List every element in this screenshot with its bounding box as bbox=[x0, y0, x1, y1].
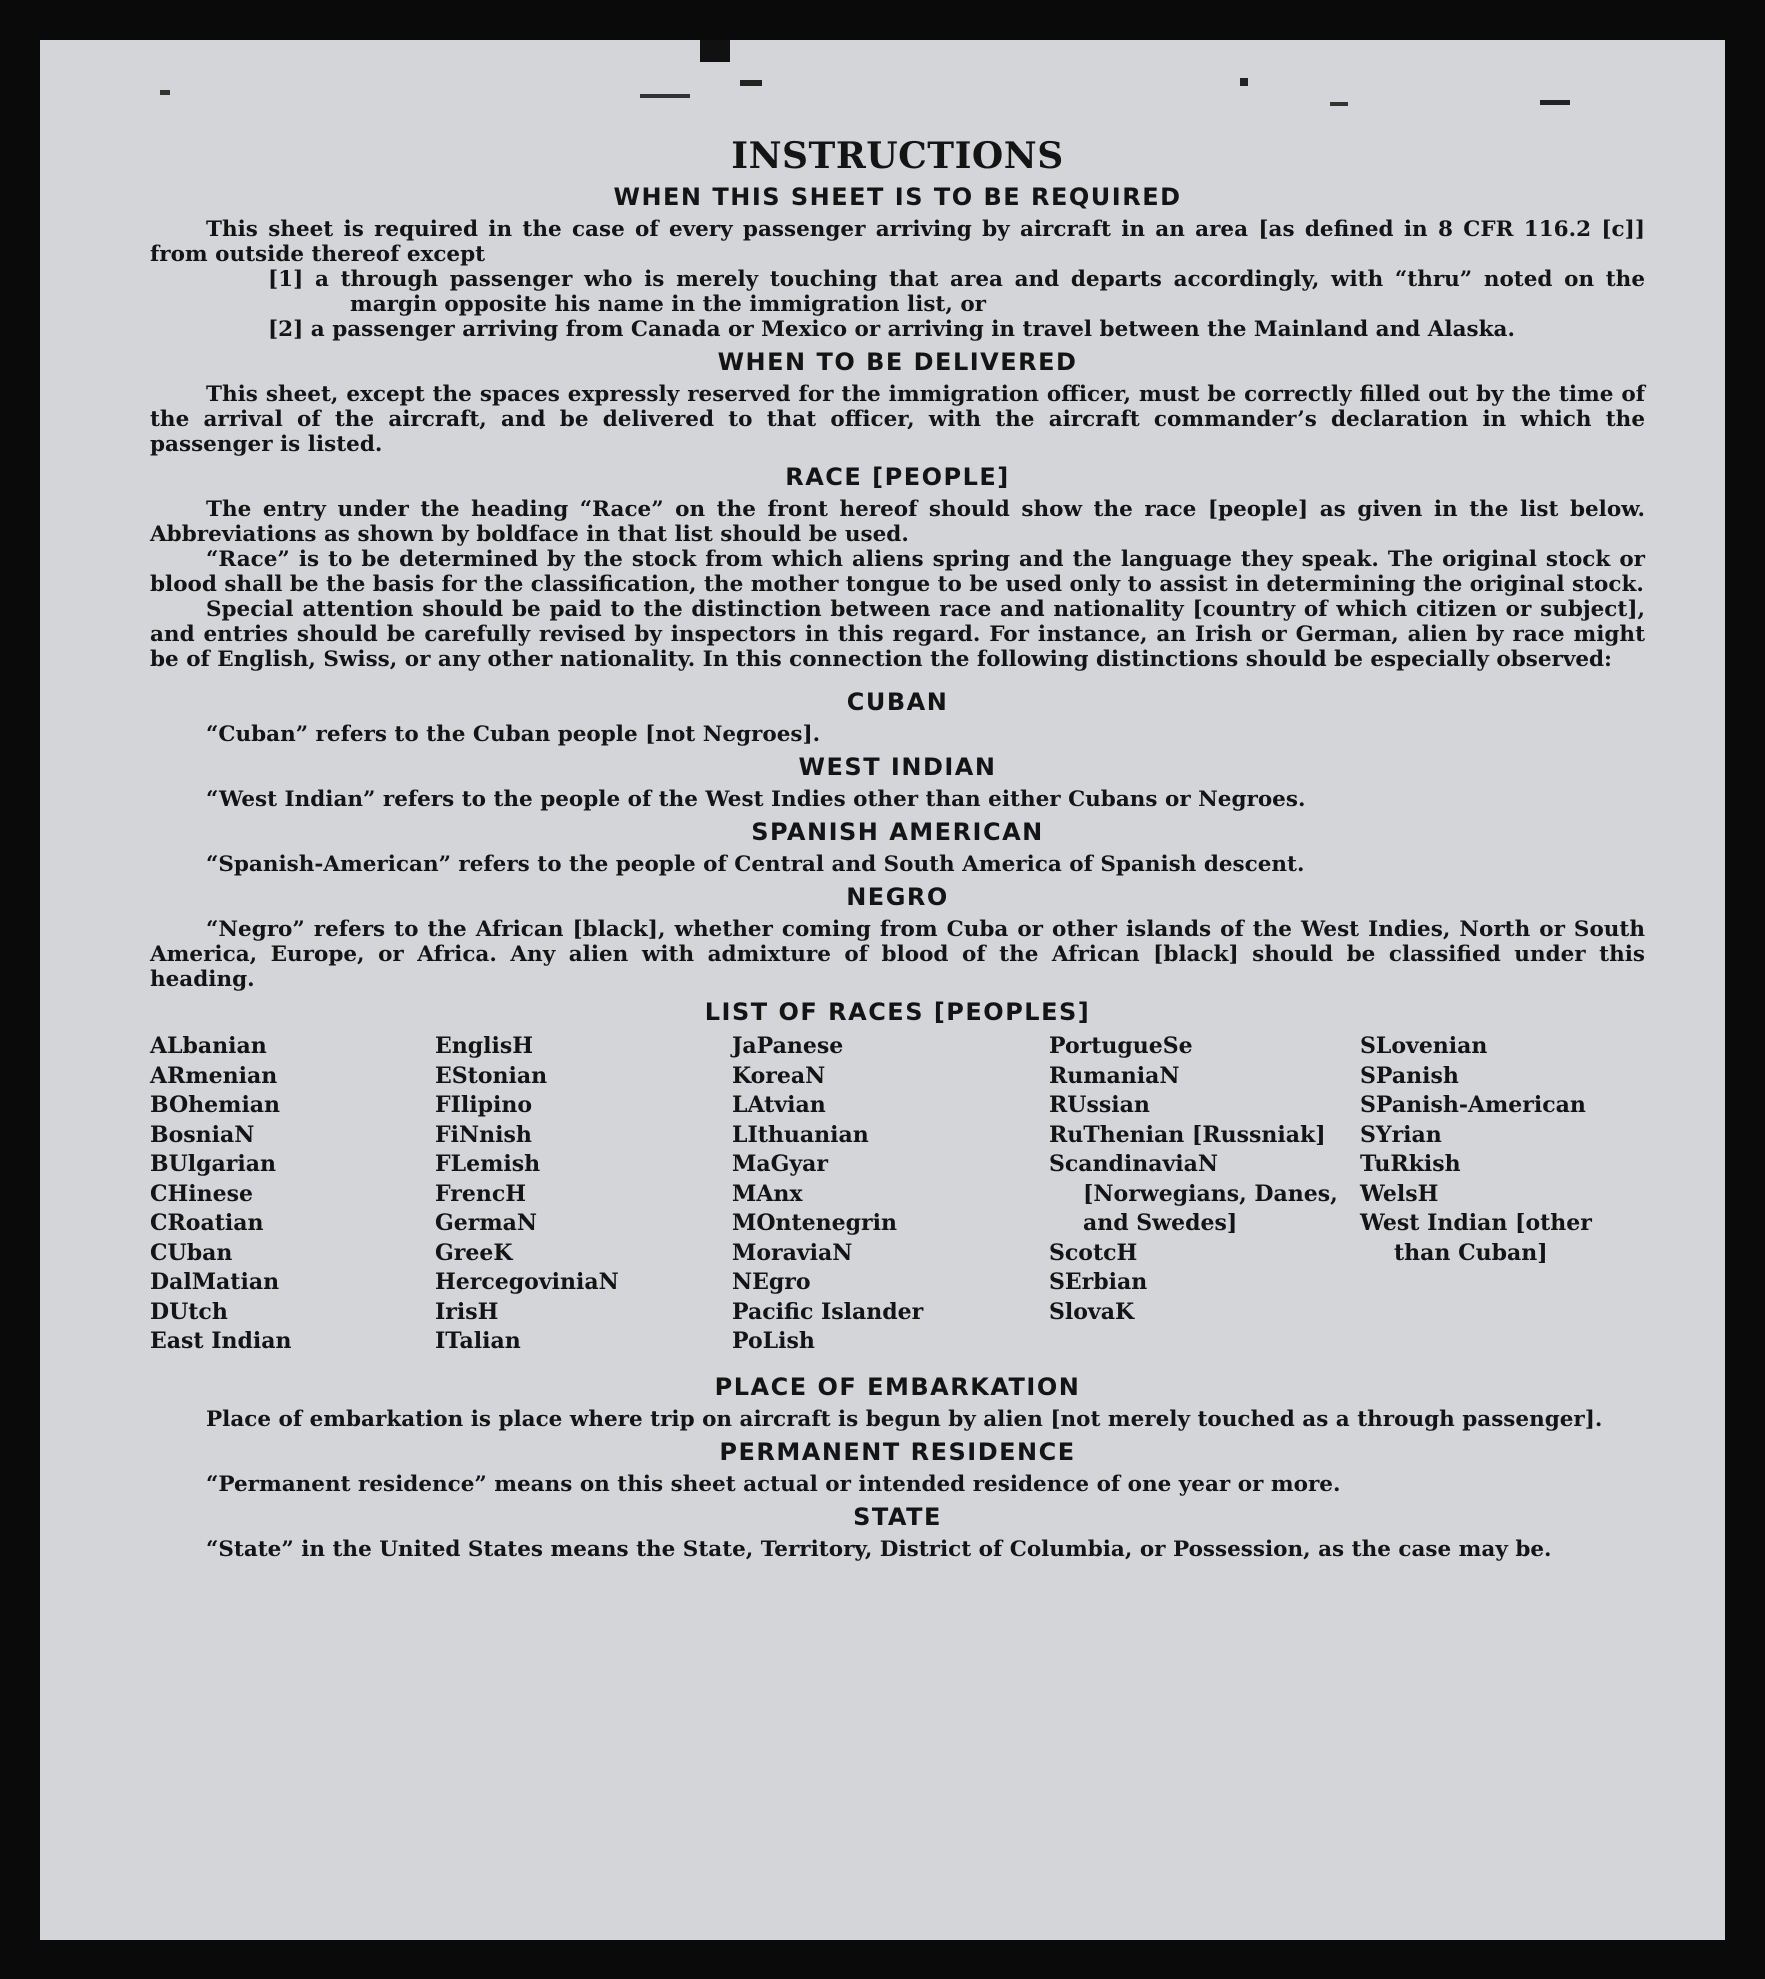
heading-when-required: WHEN THIS SHEET IS TO BE REQUIRED bbox=[613, 183, 1182, 211]
list-item: JaPanese bbox=[732, 1033, 844, 1059]
list-item: MoraviaN bbox=[732, 1239, 853, 1266]
list-item: SPanish bbox=[1360, 1062, 1459, 1089]
list-item: EStonian bbox=[435, 1062, 548, 1089]
list-item: MOntenegrin bbox=[732, 1210, 897, 1236]
state-text: “State” in the United States means the State, Territory, District of Columbia, or Possession, as the case may be. bbox=[206, 1536, 1552, 1562]
heading-permanent-residence: PERMANENT RESIDENCE bbox=[719, 1437, 1076, 1466]
list-item: SlovaK bbox=[1049, 1298, 1135, 1325]
permanent-residence-text: “Permanent residence” means on this sheet actual or intended residence of one year or more. bbox=[206, 1471, 1341, 1497]
list-item: MAnx bbox=[732, 1180, 803, 1207]
list-item: WelsH bbox=[1360, 1180, 1439, 1207]
race-list bbox=[150, 1032, 1645, 1357]
document-sheet bbox=[40, 40, 1725, 1940]
embarkation-text: Place of embarkation is place where trip on aircraft is begun by alien [not merely touched as a through passenger]. bbox=[206, 1406, 1603, 1432]
heading-when-delivered: WHEN TO BE DELIVERED bbox=[717, 348, 1078, 376]
instructions-content bbox=[150, 135, 1645, 1562]
list-item: HercegoviniaN bbox=[435, 1269, 619, 1295]
race-paragraph-2: “Race” is to be determined by the stock from which aliens spring and the language they speak. The original stock or blood shall be the basis for the classification, the mother tongue to be used only to assist in determining the original stock. bbox=[150, 547, 1645, 597]
list-item: ScotcH bbox=[1049, 1239, 1138, 1266]
race-column-3 bbox=[732, 1032, 1049, 1357]
list-item: FLemish bbox=[435, 1151, 541, 1177]
race-column-4 bbox=[1049, 1032, 1360, 1357]
list-item: ScandinaviaN [Norwegians, Danes, and Swedes] bbox=[1049, 1151, 1338, 1236]
list-item: RumaniaN bbox=[1049, 1062, 1180, 1089]
list-item: PortugueSe bbox=[1049, 1033, 1193, 1059]
heading-list-of-races: LIST OF RACES [PEOPLES] bbox=[704, 998, 1091, 1026]
race-column-2 bbox=[435, 1032, 732, 1357]
list-item: ITalian bbox=[435, 1328, 521, 1354]
heading-race: RACE [PEOPLE] bbox=[785, 463, 1010, 491]
list-item: CHinese bbox=[150, 1180, 254, 1207]
list-item: GreeK bbox=[435, 1239, 513, 1266]
list-item: LIthuanian bbox=[732, 1121, 869, 1148]
heading-negro: NEGRO bbox=[846, 883, 949, 911]
race-column-1 bbox=[150, 1032, 435, 1357]
list-item: FIlipino bbox=[435, 1092, 533, 1118]
list-item: LAtvian bbox=[732, 1092, 826, 1118]
list-item: CRoatian bbox=[150, 1210, 264, 1236]
heading-spanish-american: SPANISH AMERICAN bbox=[751, 818, 1044, 846]
exception-1: [1] a through passenger who is merely touching that area and departs accordingly, with “thru” noted on the margin opposite his name in the immigration list, or bbox=[268, 267, 1645, 317]
list-item: NEgro bbox=[732, 1269, 811, 1295]
list-item: FrencH bbox=[435, 1180, 526, 1207]
heading-west-indian: WEST INDIAN bbox=[798, 753, 997, 781]
race-column-5 bbox=[1360, 1032, 1645, 1357]
list-item: IrisH bbox=[435, 1298, 499, 1325]
list-item: West Indian [other than Cuban] bbox=[1360, 1210, 1592, 1266]
list-item: EnglisH bbox=[435, 1033, 534, 1059]
list-item: PoLish bbox=[732, 1328, 815, 1354]
west-indian-text: “West Indian” refers to the people of the West Indies other than either Cubans or Negroes. bbox=[206, 787, 1306, 812]
heading-embarkation: PLACE OF EMBARKATION bbox=[714, 1372, 1081, 1401]
when-delivered-text: This sheet, except the spaces expressly reserved for the immigration officer, must be correctly filled out by the time of the arrival of the aircraft, and be delivered to that officer, with the aircraft commander’s declaration in which the passenger is listed. bbox=[150, 382, 1645, 457]
list-item: SYrian bbox=[1360, 1121, 1442, 1148]
list-item: RuThenian [Russniak] bbox=[1049, 1121, 1326, 1148]
cuban-text: “Cuban” refers to the Cuban people [not Negroes]. bbox=[206, 722, 821, 747]
list-item: FiNnish bbox=[435, 1121, 532, 1148]
list-item: TuRkish bbox=[1360, 1151, 1461, 1177]
list-item: SErbian bbox=[1049, 1269, 1148, 1295]
heading-cuban: CUBAN bbox=[846, 688, 949, 716]
list-item: BosniaN bbox=[150, 1121, 255, 1148]
list-item: BUlgarian bbox=[150, 1151, 276, 1177]
list-item: KoreaN bbox=[732, 1062, 826, 1089]
negro-text: “Negro” refers to the African [black], whether coming from Cuba or other islands of the West Indies, North or South America, Europe, or Africa. Any alien with admixture of blood of the African [black] should be classified under this heading. bbox=[150, 917, 1645, 992]
list-item: SLovenian bbox=[1360, 1033, 1488, 1059]
list-item: ALbanian bbox=[150, 1033, 267, 1059]
page-title: INSTRUCTIONS bbox=[731, 135, 1064, 177]
race-paragraph-1: The entry under the heading “Race” on the front hereof should show the race [people] as given in the list below. Abbreviations as shown by boldface in that list should be used. bbox=[150, 497, 1645, 547]
list-item: East Indian bbox=[150, 1328, 292, 1354]
when-required-intro: This sheet is required in the case of every passenger arriving by aircraft in an area [as defined in 8 CFR 116.2 [c]] from outside thereof except bbox=[150, 217, 1645, 267]
list-item: ARmenian bbox=[150, 1062, 278, 1089]
list-item: CUban bbox=[150, 1239, 233, 1266]
race-paragraph-3: Special attention should be paid to the distinction between race and nationality [country of which citizen or subject], and entries should be carefully revised by inspectors in this regard. For instance, an Irish or German, alien by race might be of English, Swiss, or any other nationality. In this connection the following distinctions should be especially observed: bbox=[150, 597, 1645, 672]
list-item: RUssian bbox=[1049, 1092, 1150, 1118]
list-item: GermaN bbox=[435, 1210, 538, 1236]
list-item: DalMatian bbox=[150, 1269, 280, 1295]
list-item: DUtch bbox=[150, 1298, 228, 1325]
exception-2: [2] a passenger arriving from Canada or Mexico or arriving in travel between the Mainland and Alaska. bbox=[268, 317, 1515, 342]
spanish-american-text: “Spanish-American” refers to the people of Central and South America of Spanish descent. bbox=[206, 852, 1305, 877]
list-item: MaGyar bbox=[732, 1151, 829, 1177]
list-item: Pacific Islander bbox=[732, 1298, 924, 1325]
list-item: SPanish-American bbox=[1360, 1092, 1586, 1118]
list-item: BOhemian bbox=[150, 1092, 281, 1118]
heading-state: STATE bbox=[853, 1502, 942, 1531]
